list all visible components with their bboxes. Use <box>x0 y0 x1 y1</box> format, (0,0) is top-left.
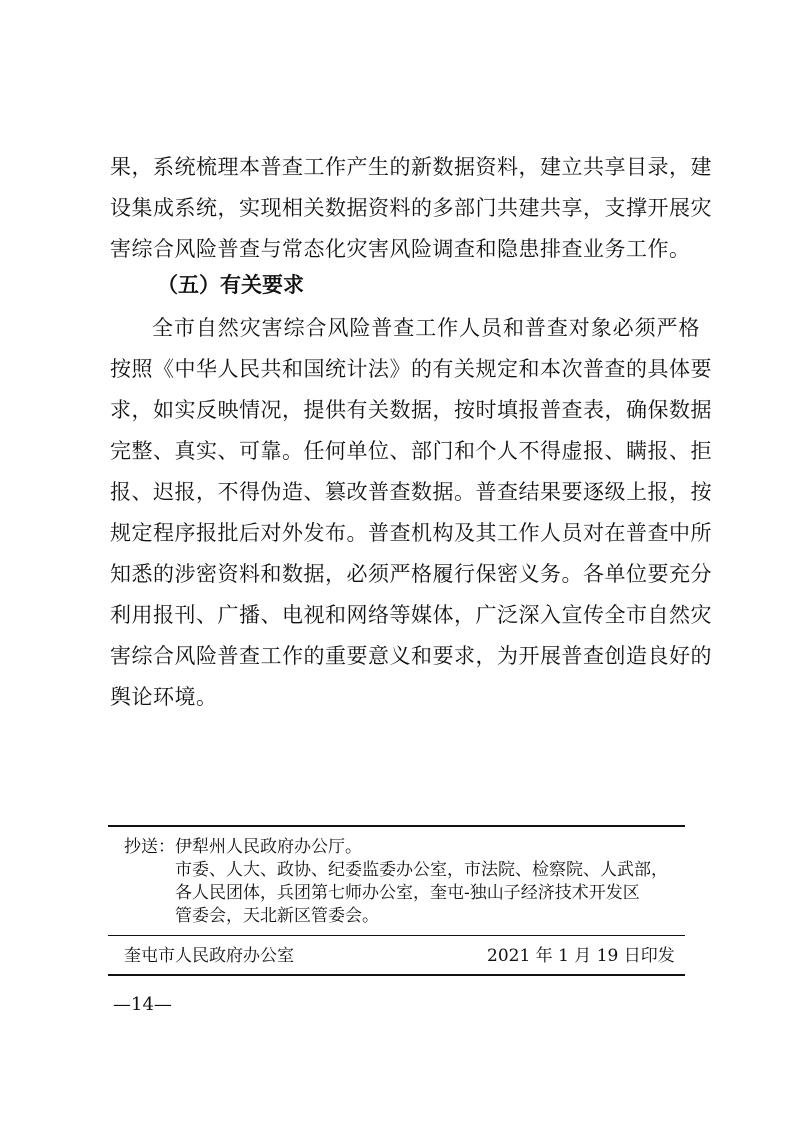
text-line: 害综合风险普查与常态化灾害风险调查和隐患排查业务工作。 <box>110 237 691 261</box>
page-number: —14— <box>113 994 172 1015</box>
cc-recipient-line: 管委会，天北新区管委会。 <box>175 906 379 926</box>
bottom-rule <box>108 974 685 976</box>
text-line: 报、迟报，不得伪造、篡改普查数据。普查结果要逐级上报，按 <box>110 480 712 504</box>
text-line: 知悉的涉密资料和数据，必须严格履行保密义务。各单位要充分 <box>110 562 712 586</box>
cc-primary-recipient: 伊犁州人民政府办公厅。 <box>175 837 362 857</box>
text-line: 完整、真实、可靠。任何单位、部门和个人不得虚报、瞒报、拒 <box>110 439 712 463</box>
cc-recipient-line: 各人民团体，兵团第七师办公室，奎屯-独山子经济技术开发区 <box>175 883 640 903</box>
text-line: 利用报刊、广播、电视和网络等媒体，广泛深入宣传全市自然灾 <box>110 603 712 627</box>
top-rule <box>108 825 685 827</box>
issue-date: 2021 年 1 月 19 日印发 <box>487 946 675 966</box>
issuer: 奎屯市人民政府办公室 <box>124 946 294 966</box>
section-heading: （五）有关要求 <box>157 273 304 297</box>
text-line: 全市自然灾害综合风险普查工作人员和普查对象必须严格 <box>152 316 700 340</box>
text-line: 求，如实反映情况，提供有关数据，按时填报普查表，确保数据 <box>110 398 712 422</box>
text-line: 按照《中华人民共和国统计法》的有关规定和本次普查的具体要 <box>110 357 712 381</box>
text-line: 规定程序报批后对外发布。普查机构及其工作人员对在普查中所 <box>110 521 712 545</box>
text-line: 设集成系统，实现相关数据资料的多部门共建共享，支撑开展灾 <box>110 196 712 220</box>
middle-rule <box>108 935 685 936</box>
text-line: 害综合风险普查工作的重要意义和要求，为开展普查创造良好的 <box>110 644 712 668</box>
text-line: 舆论环境。 <box>110 685 218 709</box>
cc-recipient-line: 市委、人大、政协、纪委监委办公室，市法院、检察院、人武部， <box>175 860 668 880</box>
cc-label: 抄送： <box>124 837 175 857</box>
text-line: 果，系统梳理本普查工作产生的新数据资料，建立共享目录，建 <box>110 155 712 179</box>
